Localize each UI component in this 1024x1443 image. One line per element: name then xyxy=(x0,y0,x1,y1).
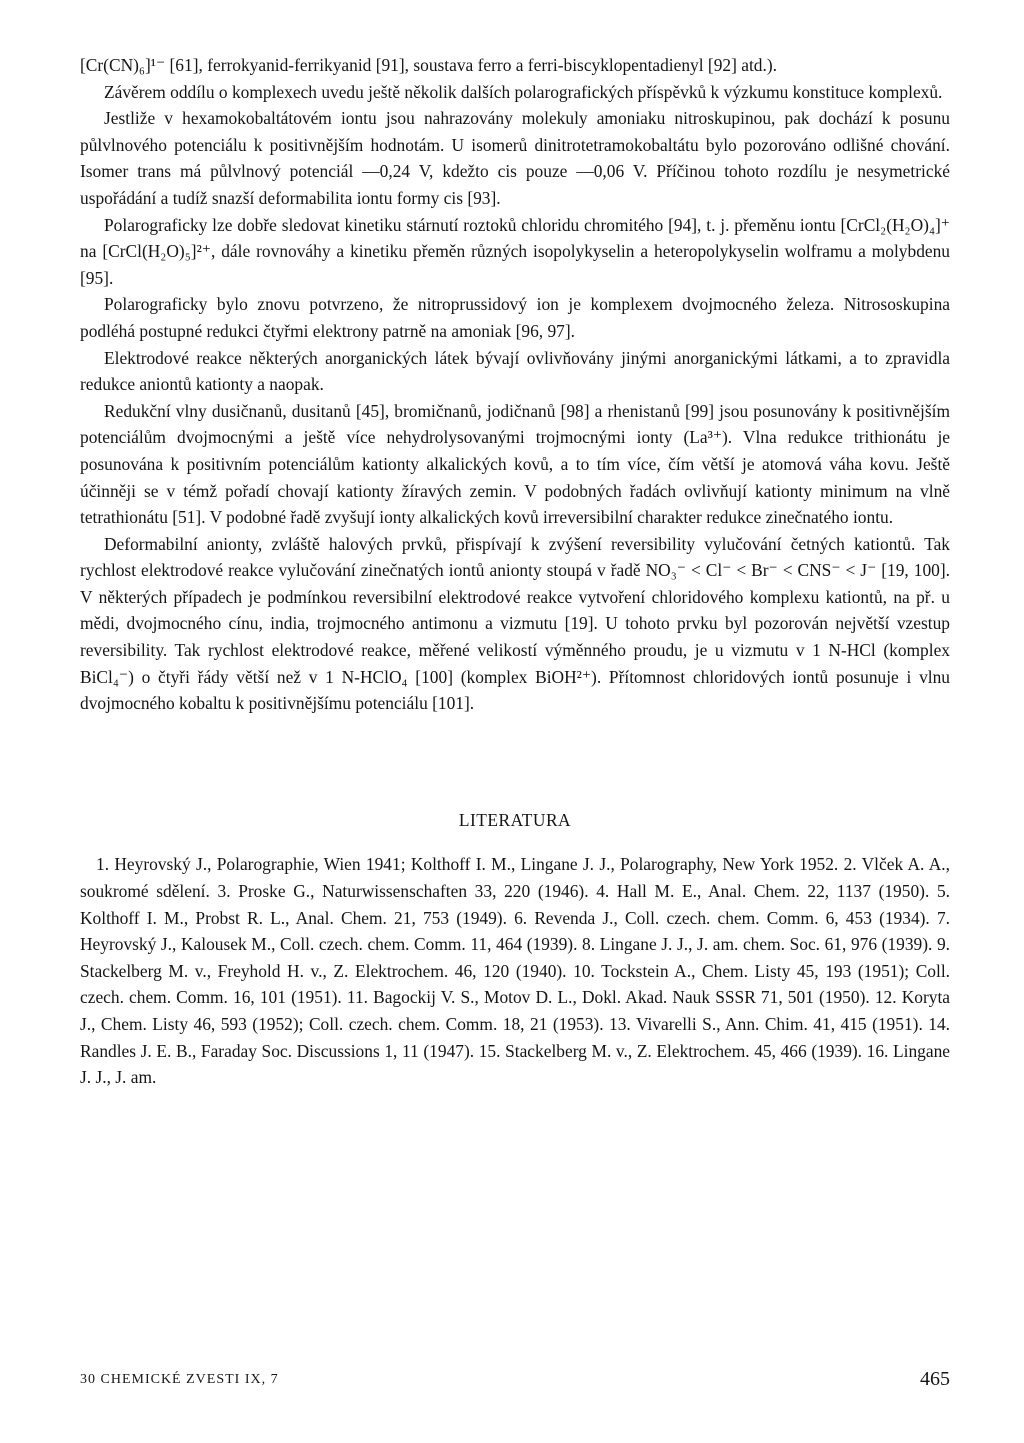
paragraph-1: [Cr(CN)₆]¹⁻ [61], ferrokyanid-ferrikyanid [91], soustava ferro a ferri-biscyklopentadienyl [92] atd.). xyxy=(80,55,777,75)
page-body xyxy=(80,52,950,1091)
paragraph-7: Redukční vlny dusičnanů, dusitanů [45], bromičnanů, jodičnanů [98] a rhenistanů [99] jsou posunovány k positivnějším potenciálům dvojmocnými a ještě více nehydrolysovanými trojmocnými ionty (La³⁺). Vlna redukce trithionátu je posunována k positivním potenciálům kationty alkalických kovů, a to tím více, čím větší je atomová váha kovu. Ještě účinněji se v témž pořadí chovají kationty žíravých zemin. V podobných řadách ovlivňují kationty minimum na vlně tetrathionátu [51]. V podobné řadě zvyšují ionty alkalických kovů irreversibilní charakter redukce zinečnatého iontu. xyxy=(80,400,950,528)
literature-heading: LITERATURA xyxy=(458,809,572,830)
journal-footer: 30 CHEMICKÉ ZVESTI IX, 7 xyxy=(80,1372,279,1387)
paragraph-8: Deformabilní anionty, zvláště halových prvků, přispívají k zvýšení reversibility vylučování četných kationtů. Tak rychlost elektrodové reakce vylučování zinečnatých iontů anionty stoupá v řadě NO₃⁻ < Cl⁻ < Br⁻ < CNS⁻ < J⁻ [19, 100]. V některých případech je podmínkou reversibilní elektrodové reakce vytvoření chloridového komplexu kationtů, na př. u mědi, dvojmocného cínu, india, trojmocného antimonu a vizmutu [19]. U tohoto prvku byl pozorován největší vzestup reversibility. Tak rychlost elektrodové reakce, měřené velikostí výměnného proudu, je u vizmutu v 1 N-HCl (komplex BiCl₄⁻) o čtyři řády větší než v 1 N-HClO₄ [100] (komplex BiOH²⁺). Přítomnost chloridových iontů posunuje i vlnu dvojmocného kobaltu k positivnějšímu potenciálu [101]. xyxy=(80,533,950,714)
page-number: 465 xyxy=(920,1368,950,1390)
references-list: 1. Heyrovský J., Polarographie, Wien 1941; Kolthoff I. M., Lingane J. J., Polarography, New York 1952. 2. Vlček A. A., soukromé sdělení. 3. Proske G., Naturwissenschaften 33, 220 (1946). 4. Hall M. E., Anal. Chem. 22, 1137 (1950). 5. Kolthoff I. M., Probst R. L., Anal. Chem. 21, 753 (1949). 6. Revenda J., Coll. czech. chem. Comm. 6, 453 (1934). 7. Heyrovský J., Kalousek M., Coll. czech. chem. Comm. 11, 464 (1939). 8. Lingane J. J., J. am. chem. Soc. 61, 976 (1939). 9. Stackelberg M. v., Freyhold H. v., Z. Elektrochem. 46, 120 (1940). 10. Tockstein A., Chem. Listy 45, 193 (1951); Coll. czech. chem. Comm. 16, 101 (1951). 11. Bagockij V. S., Motov D. L., Dokl. Akad. Nauk SSSR 71, 501 (1950). 12. Koryta J., Chem. Listy 46, 593 (1952); Coll. czech. chem. Comm. 18, 21 (1953). 13. Vivarelli S., Ann. Chim. 41, 415 (1951). 14. Randles J. E. B., Faraday Soc. Discussions 1, 11 (1947). 15. Stackelberg M. v., Z. Elektrochem. 45, 466 (1939). 16. Lingane J. J., J. am. xyxy=(80,854,950,1088)
paragraph-5: Polarograficky bylo znovu potvrzeno, že nitroprussidový ion je komplexem dvojmocného železa. Nitrososkupina podléhá postupné redukci čtyřmi elektrony patrně na amoniak [96, 97]. xyxy=(80,294,950,341)
paragraph-4: Polarograficky lze dobře sledovat kinetiku stárnutí roztoků chloridu chromitého [94], t. j. přeměnu iontu [CrCl₂(H₂O)₄]⁺ na [CrCl(H₂O)₅]²⁺, dále rovnováhy a kinetiku přeměn různých isopolykyselin a heteropolykyselin wolframu a molybdenu [95]. xyxy=(80,214,950,288)
paragraph-6: Elektrodové reakce některých anorganických látek bývají ovlivňovány jinými anorganickými látkami, a to zpravidla redukce aniontů kationty a naopak. xyxy=(80,347,950,395)
paragraph-3: Jestliže v hexamokobaltátovém iontu jsou nahrazovány molekuly amoniaku nitroskupinou, pak dochází k posunu půlvlnového potenciálu k positivnějším hodnotám. U isomerů dinitrotetramokobaltátu bylo pozorováno odlišné chování. Isomer trans má půlvlnový potenciál —0,24 V, kdežto cis pouze —0,06 V. Příčinou tohoto rozdílu je nesymetrické uspořádání a tudíž snazší deformabilita iontu formy cis [93]. xyxy=(80,108,950,208)
paragraph-2: Závěrem oddílu o komplexech uvedu ještě několik dalších polarografických příspěvků k výzkumu konstituce komplexů. xyxy=(104,81,943,102)
page-footer xyxy=(80,1368,950,1398)
